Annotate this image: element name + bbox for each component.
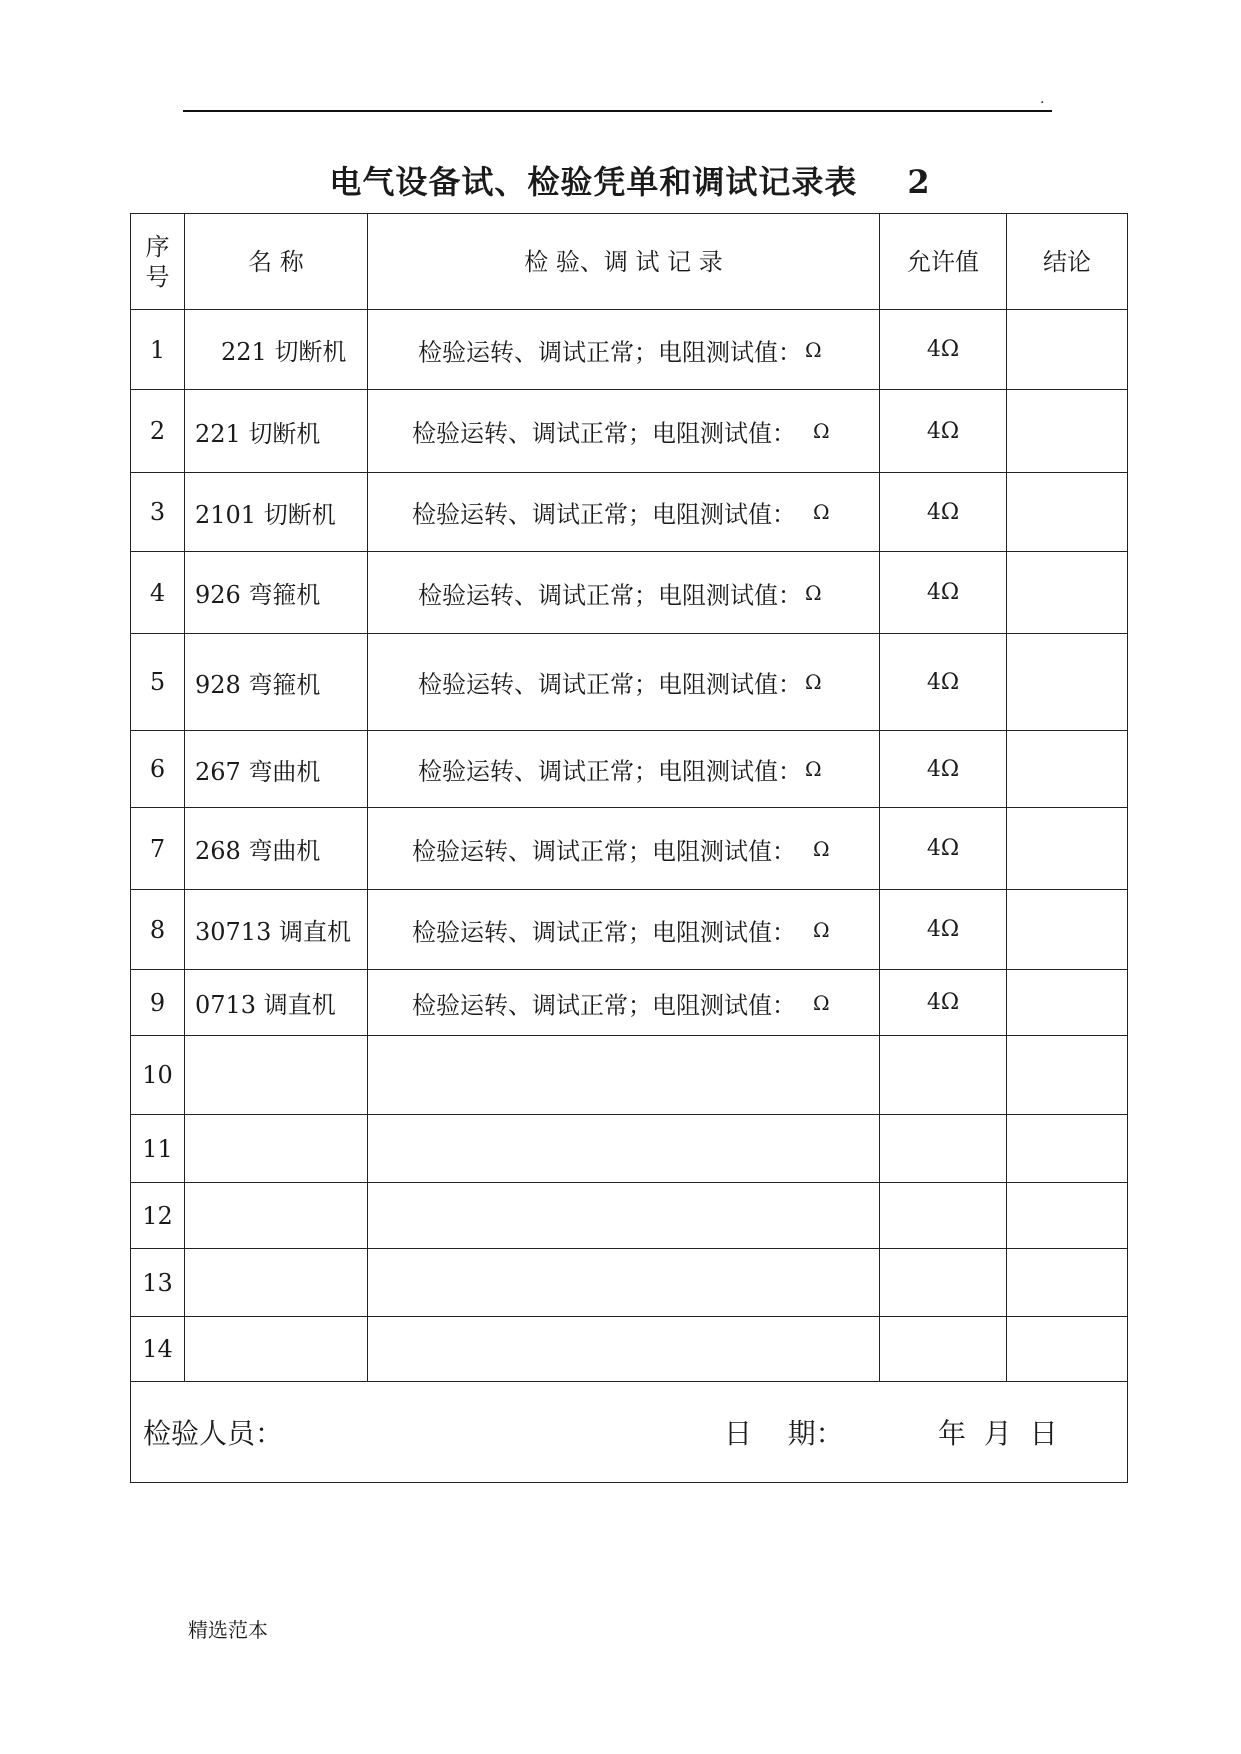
conclusion-cell <box>1007 890 1128 970</box>
row-number: 12 <box>131 1183 185 1249</box>
equipment-name: 926 弯箍机 <box>185 552 368 634</box>
resistance-unit: Ω <box>805 757 822 781</box>
row-number: 8 <box>131 890 185 970</box>
inspection-record-text: 检验运转、调试正常；电阻测试值： <box>418 757 802 786</box>
conclusion-cell <box>1007 552 1128 634</box>
title-text: 电气设备试、检验凭单和调试记录表 <box>329 163 858 201</box>
inspection-record-cell <box>368 1183 880 1249</box>
inspection-record-cell <box>368 1115 880 1183</box>
row-number: 10 <box>131 1036 185 1115</box>
equipment-name: 267 弯曲机 <box>185 731 368 808</box>
header-seq-line2: 号 <box>145 262 170 291</box>
inspection-record-text: 检验运转、调试正常；电阻测试值： <box>418 581 802 609</box>
table-row <box>131 1115 1128 1183</box>
table-row <box>131 310 1128 390</box>
signature-row <box>131 1382 1128 1483</box>
inspection-record-cell <box>368 731 880 808</box>
row-number: 9 <box>131 970 185 1036</box>
allowed-value <box>880 1183 1007 1249</box>
allowed-value: 4Ω <box>880 808 1007 890</box>
resistance-unit: Ω <box>813 419 830 443</box>
title-number: 2 <box>907 163 931 201</box>
inspection-record-text: 检验运转、调试正常；电阻测试值： <box>412 419 796 448</box>
equipment-name <box>185 1036 368 1115</box>
header-conclusion: 结论 <box>1007 214 1128 310</box>
allowed-value <box>880 1249 1007 1317</box>
inspection-record-text: 检验运转、调试正常；电阻测试值： <box>412 837 796 865</box>
inspection-record-cell <box>368 970 880 1036</box>
conclusion-cell <box>1007 1317 1128 1382</box>
conclusion-cell <box>1007 808 1128 890</box>
conclusion-cell <box>1007 473 1128 552</box>
resistance-unit: Ω <box>813 990 830 1015</box>
conclusion-cell <box>1007 310 1128 390</box>
equipment-name <box>185 1183 368 1249</box>
table-row <box>131 808 1128 890</box>
inspection-record-cell <box>368 473 880 552</box>
inspection-record-text: 检验运转、调试正常；电阻测试值： <box>418 670 802 699</box>
inspection-record-text: 检验运转、调试正常；电阻测试值： <box>418 338 802 366</box>
allowed-value: 4Ω <box>880 390 1007 473</box>
resistance-unit: Ω <box>805 580 822 605</box>
allowed-value <box>880 1317 1007 1382</box>
equipment-name: 30713 调直机 <box>185 890 368 970</box>
equipment-name: 221 切断机 <box>185 390 368 473</box>
page-footer: 精选范本 <box>188 1618 268 1642</box>
inspection-record-cell <box>368 1249 880 1317</box>
inspection-record-cell <box>368 808 880 890</box>
inspector-label: 检验人员： <box>143 1417 284 1450</box>
header-seq <box>131 214 185 310</box>
equipment-name <box>185 1317 368 1382</box>
equipment-name: 0713 调直机 <box>185 970 368 1036</box>
table-row <box>131 1036 1128 1115</box>
conclusion-cell <box>1007 634 1128 731</box>
table-row <box>131 890 1128 970</box>
equipment-name: 268 弯曲机 <box>185 808 368 890</box>
conclusion-cell <box>1007 390 1128 473</box>
inspection-record-cell <box>368 1036 880 1115</box>
row-number: 1 <box>131 310 185 390</box>
conclusion-cell <box>1007 1036 1128 1115</box>
allowed-value: 4Ω <box>880 731 1007 808</box>
row-number: 14 <box>131 1317 185 1382</box>
page-title <box>130 160 1130 204</box>
inspection-record-text: 检验运转、调试正常；电阻测试值： <box>412 991 796 1019</box>
equipment-name: 221 切断机 <box>185 310 368 390</box>
row-number: 11 <box>131 1115 185 1183</box>
table-row <box>131 970 1128 1036</box>
row-number: 7 <box>131 808 185 890</box>
inspection-record-text: 检验运转、调试正常；电阻测试值： <box>412 500 796 529</box>
date-label: 日 期： <box>724 1417 844 1450</box>
conclusion-cell <box>1007 1115 1128 1183</box>
equipment-name: 2101 切断机 <box>185 473 368 552</box>
resistance-unit: Ω <box>813 917 830 942</box>
row-number: 13 <box>131 1249 185 1317</box>
row-number: 4 <box>131 552 185 634</box>
row-number: 2 <box>131 390 185 473</box>
table-row <box>131 1317 1128 1382</box>
allowed-value: 4Ω <box>880 890 1007 970</box>
conclusion-cell <box>1007 970 1128 1036</box>
year-month-day-label: 年 月 日 <box>938 1417 1058 1450</box>
equipment-name: 928 弯箍机 <box>185 634 368 731</box>
header-name: 名 称 <box>185 214 368 310</box>
equipment-name <box>185 1115 368 1183</box>
row-number: 5 <box>131 634 185 731</box>
allowed-value: 4Ω <box>880 552 1007 634</box>
table-row <box>131 1183 1128 1249</box>
allowed-value: 4Ω <box>880 634 1007 731</box>
equipment-name <box>185 1249 368 1317</box>
inspection-record-cell <box>368 310 880 390</box>
inspection-record-cell <box>368 890 880 970</box>
resistance-unit: Ω <box>813 836 830 861</box>
inspection-record-cell <box>368 552 880 634</box>
conclusion-cell <box>1007 1183 1128 1249</box>
inspection-record-cell <box>368 1317 880 1382</box>
header-record: 检 验、调 试 记 录 <box>368 214 880 310</box>
allowed-value: 4Ω <box>880 970 1007 1036</box>
inspection-record-cell <box>368 634 880 731</box>
header-rule <box>183 110 1052 112</box>
table-row <box>131 473 1128 552</box>
inspection-record-cell <box>368 390 880 473</box>
header-seq-line1: 序 <box>145 232 170 261</box>
header-dot: . <box>1040 91 1045 107</box>
resistance-unit: Ω <box>813 500 830 524</box>
resistance-unit: Ω <box>805 337 822 362</box>
table-row <box>131 390 1128 473</box>
row-number: 3 <box>131 473 185 552</box>
allowed-value <box>880 1036 1007 1115</box>
allowed-value: 4Ω <box>880 473 1007 552</box>
inspection-table <box>130 213 1128 1483</box>
signature-cell <box>131 1382 1128 1483</box>
conclusion-cell <box>1007 731 1128 808</box>
allowed-value <box>880 1115 1007 1183</box>
allowed-value: 4Ω <box>880 310 1007 390</box>
row-number: 6 <box>131 731 185 808</box>
conclusion-cell <box>1007 1249 1128 1317</box>
table-row <box>131 634 1128 731</box>
resistance-unit: Ω <box>805 670 822 694</box>
table-row <box>131 552 1128 634</box>
table-header-row <box>131 214 1128 310</box>
header-allow: 允许值 <box>880 214 1007 310</box>
inspection-record-text: 检验运转、调试正常；电阻测试值： <box>412 918 796 946</box>
table-row <box>131 731 1128 808</box>
table-row <box>131 1249 1128 1317</box>
